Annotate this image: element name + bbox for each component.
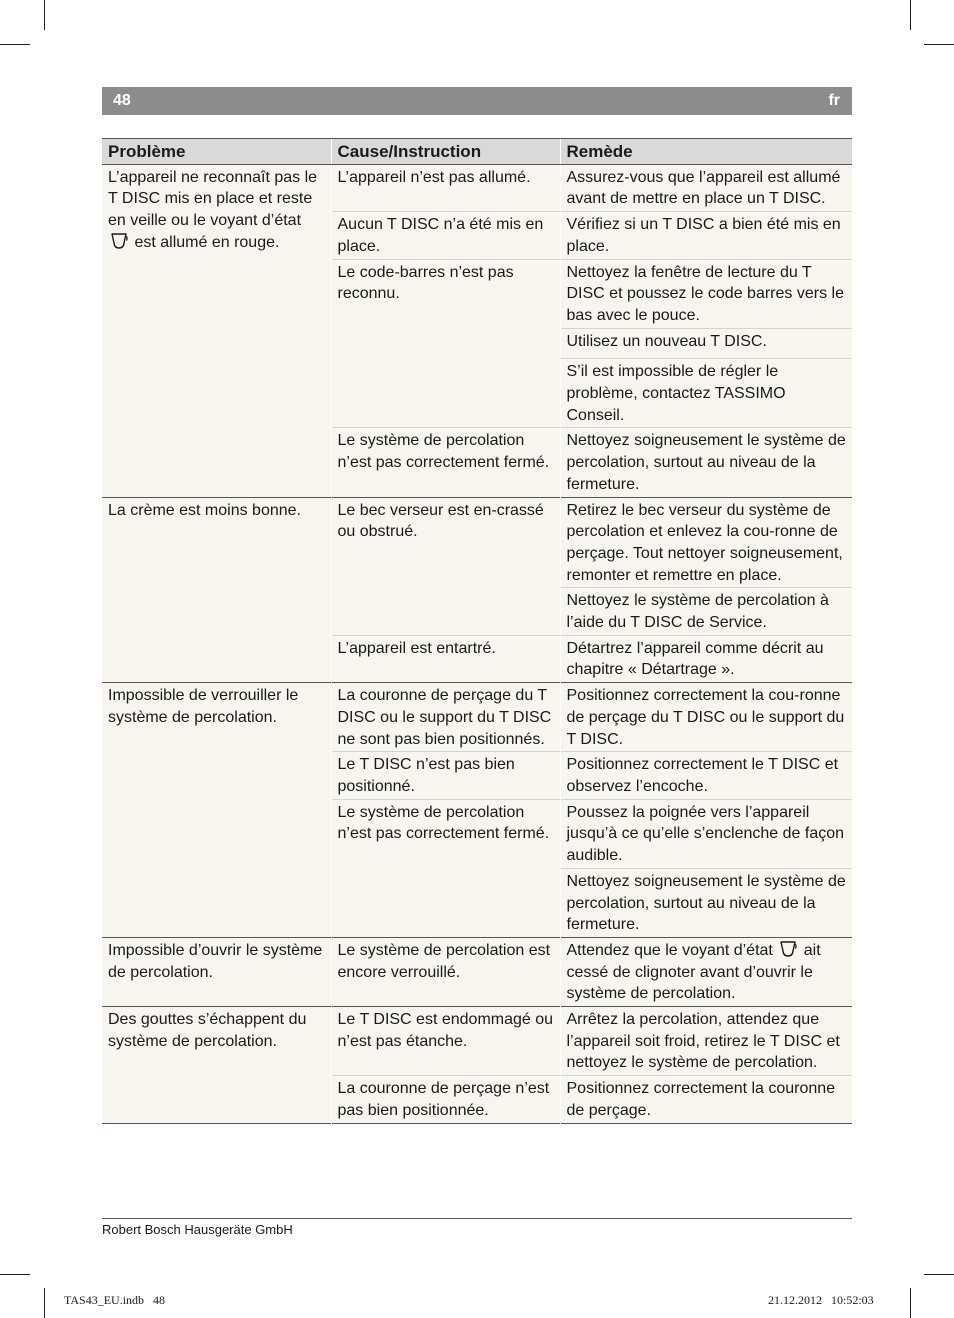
crop-mark bbox=[910, 0, 911, 30]
crop-mark bbox=[0, 1274, 30, 1275]
cause-cell: Le système de percolation n’est pas correctement fermé. bbox=[331, 428, 560, 497]
table-row bbox=[102, 683, 852, 752]
cause-cell: Le système de percolation est encore verrouillé. bbox=[331, 937, 560, 1006]
crop-mark bbox=[44, 1288, 45, 1318]
crop-mark bbox=[924, 1274, 954, 1275]
remedy-cell: Utilisez un nouveau T DISC. bbox=[560, 328, 852, 359]
problem-cell: La crème est moins bonne. bbox=[102, 497, 331, 683]
print-slug-file: TAS43_EU.indb 48 bbox=[64, 1293, 166, 1307]
remedy-cell: Poussez la poignée vers l’appareil jusqu’à ce qu’elle s’enclenche de façon audible. bbox=[560, 799, 852, 868]
crop-mark bbox=[0, 44, 30, 45]
remedy-cell: Nettoyez la fenêtre de lecture du T DISC et poussez le code barres vers le bas avec le pouce. bbox=[560, 259, 852, 328]
cause-cell: L’appareil n’est pas allumé. bbox=[331, 164, 560, 211]
table-row bbox=[102, 1007, 852, 1076]
status-light-cup-icon bbox=[779, 940, 797, 958]
cause-cell: Le T DISC est endommagé ou n’est pas étanche. bbox=[331, 1007, 560, 1076]
cause-cell: L’appareil est entartré. bbox=[331, 635, 560, 682]
problem-text: est allumé en rouge. bbox=[134, 233, 280, 251]
column-header-probleme: Problème bbox=[102, 139, 331, 165]
cause-cell: Le système de percolation n’est pas correctement fermé. bbox=[331, 799, 560, 937]
crop-mark bbox=[910, 1288, 911, 1318]
cause-cell: Le T DISC n’est pas bien positionné. bbox=[331, 752, 560, 799]
problem-cell: Impossible de verrouiller le système de percolation. bbox=[102, 683, 331, 938]
page-header-bar bbox=[102, 87, 852, 115]
footer-company: Robert Bosch Hausgeräte GmbH bbox=[102, 1222, 293, 1237]
table-header-row bbox=[102, 139, 852, 165]
cause-cell: Le code-barres n’est pas reconnu. bbox=[331, 259, 560, 428]
problem-cell bbox=[102, 164, 331, 497]
troubleshooting-table bbox=[102, 138, 852, 1124]
crop-mark bbox=[44, 0, 45, 30]
remedy-cell: Retirez le bec verseur du système de percolation et enlevez la cou-ronne de perçage. Tout nettoyer soigneusement, remonter et remettre en place. bbox=[560, 497, 852, 588]
remedy-cell bbox=[560, 937, 852, 1006]
remedy-cell: Positionnez correctement le T DISC et observez l’encoche. bbox=[560, 752, 852, 799]
column-header-cause: Cause/Instruction bbox=[331, 139, 560, 165]
remedy-text: ait cessé de clignoter avant d’ouvrir le système de percolation. bbox=[566, 941, 821, 1003]
problem-text: L’appareil ne reconnaît pas le T DISC mis en place et reste en veille ou le voyant d’état bbox=[108, 168, 318, 230]
remedy-cell: Positionnez correctement la couronne de perçage. bbox=[560, 1076, 852, 1123]
problem-cell: Des gouttes s’échappent du système de percolation. bbox=[102, 1007, 331, 1124]
cause-cell: La couronne de perçage du T DISC ou le support du T DISC ne sont pas bien positionnés. bbox=[331, 683, 560, 752]
remedy-cell: Nettoyez soigneusement le système de percolation, surtout au niveau de la fermeture. bbox=[560, 868, 852, 937]
remedy-cell: Nettoyez soigneusement le système de percolation, surtout au niveau de la fermeture. bbox=[560, 428, 852, 497]
page-number: 48 bbox=[113, 92, 131, 109]
cause-cell: Aucun T DISC n’a été mis en place. bbox=[331, 212, 560, 259]
remedy-cell: Arrêtez la percolation, attendez que l’appareil soit froid, retirez le T DISC et nettoyez le système de percolation. bbox=[560, 1007, 852, 1076]
remedy-cell: Positionnez correctement la cou-ronne de perçage du T DISC ou le support du T DISC. bbox=[560, 683, 852, 752]
column-header-remede: Remède bbox=[560, 139, 852, 165]
table-row bbox=[102, 937, 852, 1006]
table-row bbox=[102, 497, 852, 588]
crop-mark bbox=[924, 44, 954, 45]
problem-cell: Impossible d’ouvrir le système de percolation. bbox=[102, 937, 331, 1006]
print-slug-date: 21.12.2012 10:52:03 bbox=[768, 1293, 874, 1307]
remedy-cell: S’il est impossible de régler le problème, contactez TASSIMO Conseil. bbox=[560, 359, 852, 428]
remedy-cell: Nettoyez le système de percolation à l’aide du T DISC de Service. bbox=[560, 588, 852, 635]
footer-divider bbox=[102, 1218, 852, 1219]
table-row bbox=[102, 164, 852, 211]
cause-cell: La couronne de perçage n’est pas bien positionnée. bbox=[331, 1076, 560, 1123]
remedy-cell: Détartrez l’appareil comme décrit au chapitre « Détartrage ». bbox=[560, 635, 852, 682]
remedy-cell: Assurez-vous que l’appareil est allumé avant de mettre en place un T DISC. bbox=[560, 164, 852, 211]
cause-cell: Le bec verseur est en-crassé ou obstrué. bbox=[331, 497, 560, 635]
remedy-cell: Vérifiez si un T DISC a bien été mis en place. bbox=[560, 212, 852, 259]
language-code: fr bbox=[828, 92, 840, 109]
remedy-text: Attendez que le voyant d’état bbox=[566, 941, 773, 959]
status-light-cup-icon bbox=[110, 232, 128, 250]
